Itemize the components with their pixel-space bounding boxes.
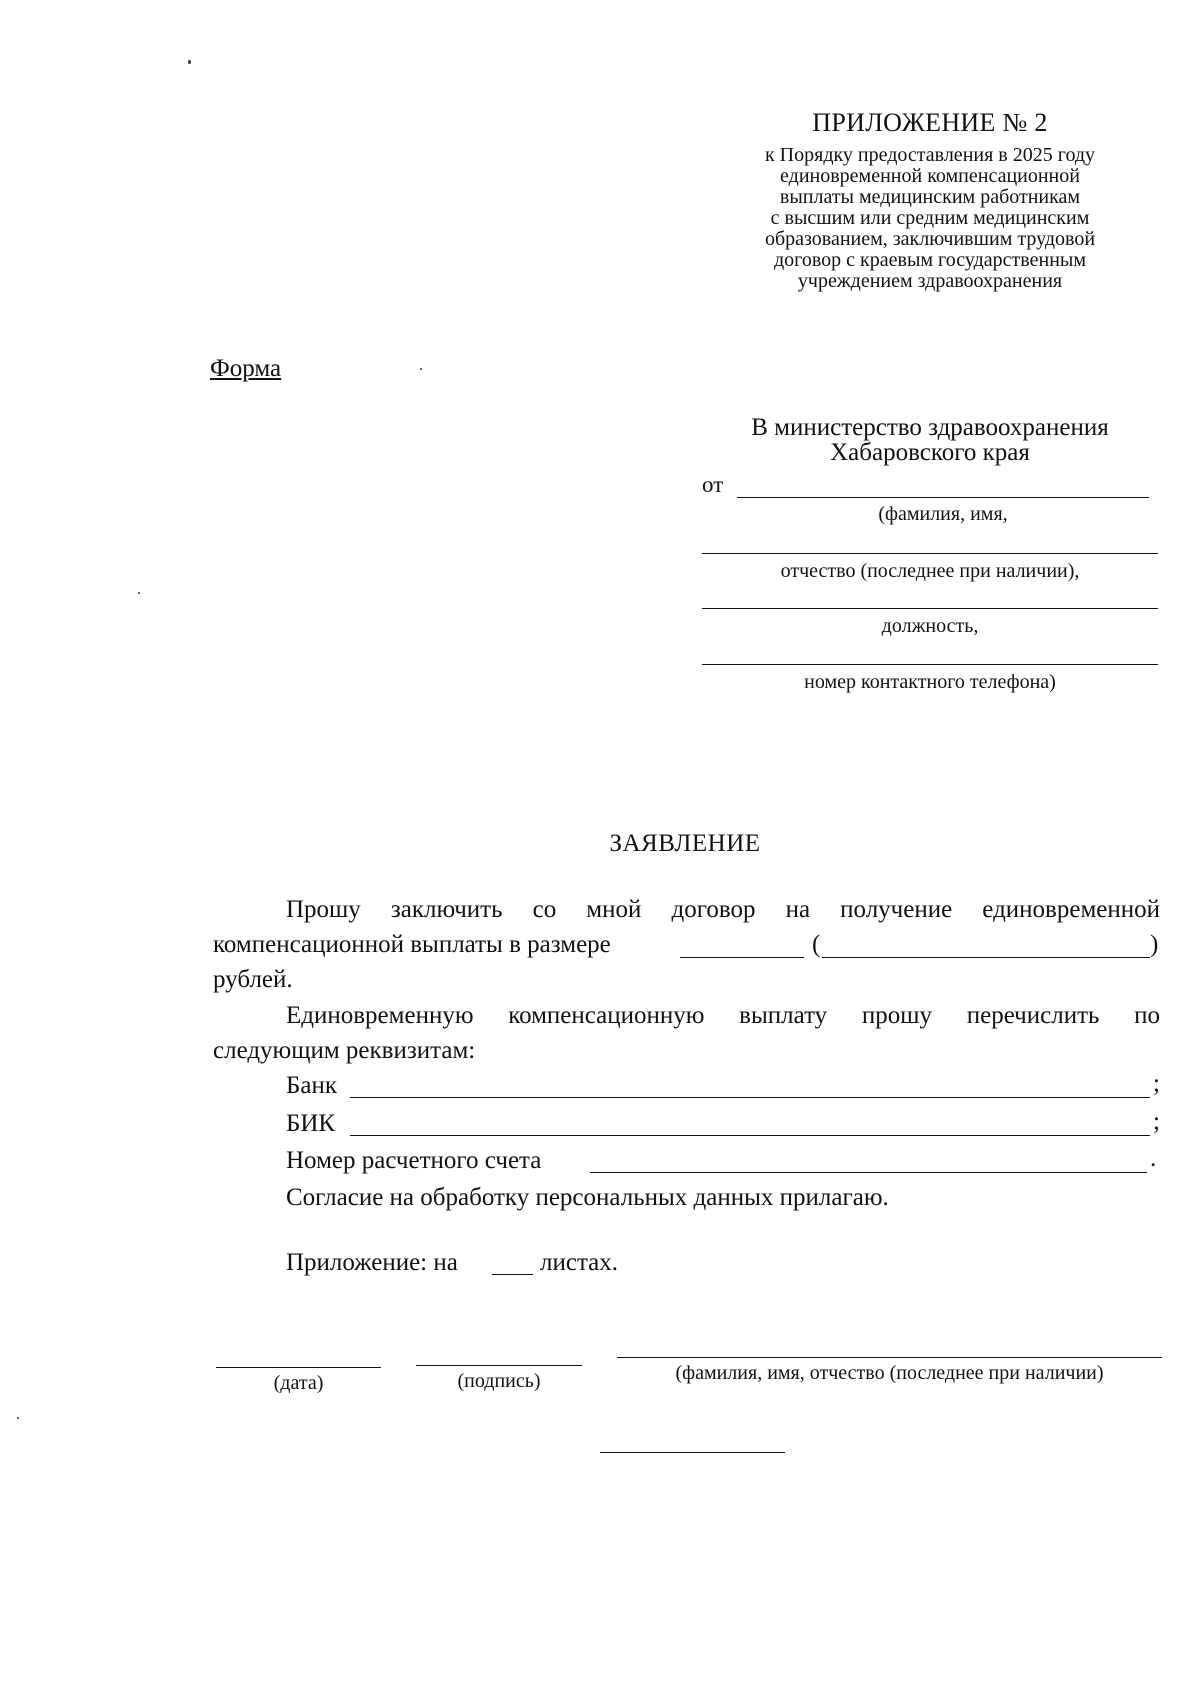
period: . <box>1150 1145 1157 1172</box>
fill-line-phone[interactable] <box>702 664 1158 665</box>
close-paren: ) <box>1150 931 1159 958</box>
account-fill-line[interactable] <box>590 1172 1147 1173</box>
addressee-line: В министерство здравоохранения <box>751 414 1109 441</box>
caption-phone: номер контактного телефона) <box>804 671 1056 693</box>
caption-patronymic: отчество (последнее при наличии), <box>780 560 1080 582</box>
appendix-title: ПРИЛОЖЕНИЕ № 2 <box>812 108 1048 137</box>
fill-line-position[interactable] <box>702 608 1158 609</box>
caption-name: (фамилия, имя, <box>878 503 1008 525</box>
from-label: от <box>702 472 724 497</box>
appendix-line: учреждением здравоохранения <box>797 270 1063 292</box>
body-line: рублей. <box>213 966 293 993</box>
signature-fill-line[interactable] <box>416 1365 582 1366</box>
bik-label: БИК <box>286 1110 336 1137</box>
document-title: ЗАЯВЛЕНИЕ <box>609 830 761 857</box>
fullname-fill-line[interactable] <box>617 1357 1162 1358</box>
caption-position: должность, <box>881 615 979 637</box>
addressee-line: Хабаровского края <box>830 439 1030 466</box>
open-paren: ( <box>812 931 821 958</box>
appendix-line: с высшим или средним медицинским <box>770 207 1090 229</box>
scan-speck <box>420 368 422 370</box>
form-label: Форма <box>210 355 282 382</box>
body-line: следующим реквизитам: <box>213 1037 476 1064</box>
appendix-line: договор с краевым государственным <box>773 249 1086 271</box>
date-fill-line[interactable] <box>216 1367 381 1368</box>
bottom-line <box>600 1452 785 1453</box>
bank-label: Банк <box>286 1072 337 1099</box>
appendix-line: выплаты медицинским работникам <box>779 186 1081 208</box>
body-line: Прошу заключить со мной договор на получение единовременной <box>286 896 1160 923</box>
fullname-caption: (фамилия, имя, отчество (последнее при наличии) <box>675 1362 1104 1384</box>
bank-fill-line[interactable] <box>350 1097 1150 1098</box>
attachment-suffix: листах. <box>540 1249 619 1276</box>
scan-speck <box>188 60 191 64</box>
body-line: компенсационной выплаты в размере <box>213 931 611 958</box>
consent-text: Согласие на обработку персональных данных прилагаю. <box>286 1184 889 1211</box>
fill-line-patronymic[interactable] <box>702 553 1158 554</box>
semicolon: ; <box>1153 1108 1160 1135</box>
amount-number-line[interactable] <box>680 957 804 958</box>
appendix-line: образованием, заключившим трудовой <box>764 228 1096 250</box>
fill-line-name[interactable] <box>737 497 1149 498</box>
scan-speck <box>138 592 140 594</box>
date-caption: (дата) <box>273 1372 324 1394</box>
account-label: Номер расчетного счета <box>286 1147 542 1174</box>
appendix-line: единовременной компенсационной <box>780 165 1080 187</box>
scan-speck <box>17 1417 19 1419</box>
appendix-line: к Порядку предоставления в 2025 году <box>764 144 1096 166</box>
bik-fill-line[interactable] <box>350 1135 1150 1136</box>
semicolon: ; <box>1153 1070 1160 1097</box>
signature-caption: (подпись) <box>457 1370 541 1392</box>
sheets-count-line[interactable] <box>492 1274 533 1275</box>
amount-words-line[interactable] <box>822 957 1150 958</box>
body-line: Единовременную компенсационную выплату прошу перечислить по <box>286 1002 1160 1029</box>
attachment-prefix: Приложение: на <box>286 1249 458 1276</box>
